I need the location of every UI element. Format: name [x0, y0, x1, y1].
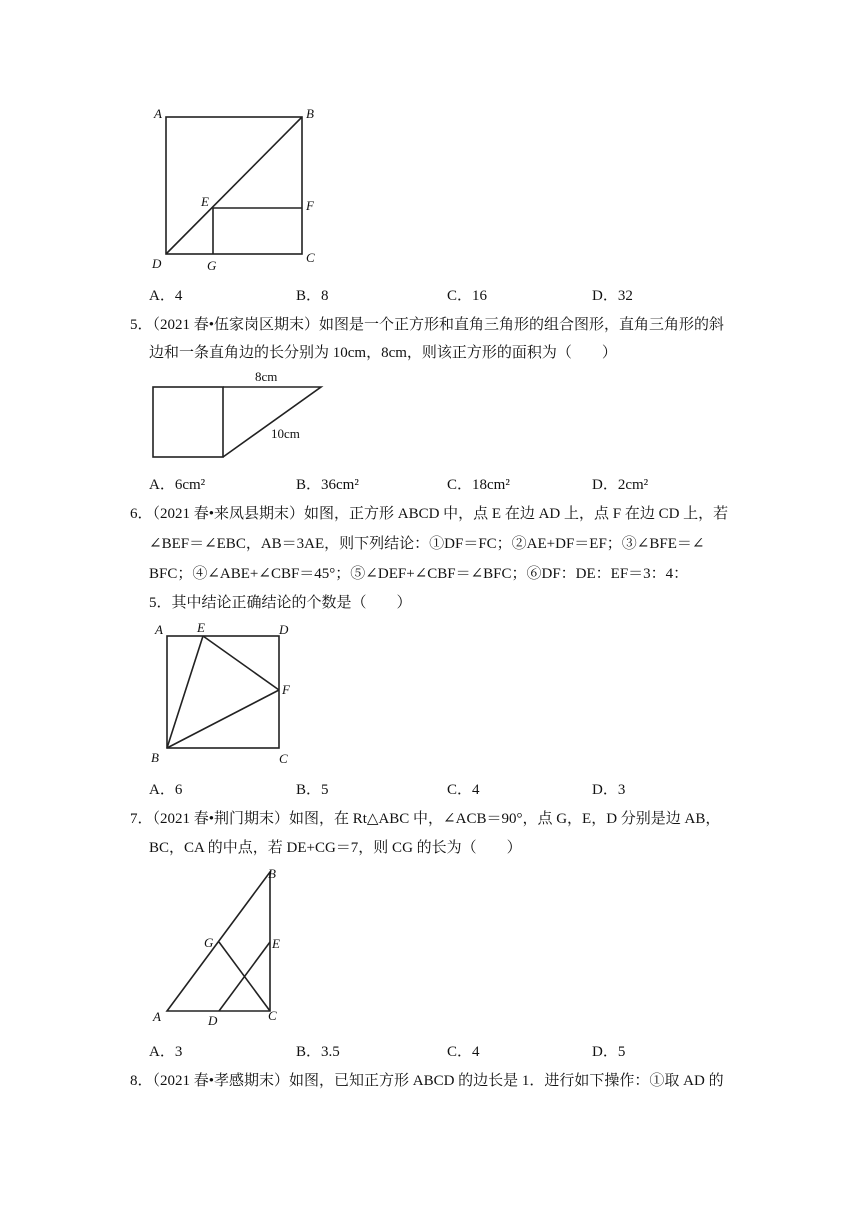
- q6-label-d: D: [279, 622, 289, 637]
- q6-stem-line4: 5．其中结论正确结论的个数是（ ）: [149, 595, 412, 611]
- q7-label-g: G: [204, 935, 214, 950]
- q5-label-hyp: 10cm: [271, 426, 300, 441]
- q6-figure: [145, 618, 310, 768]
- q6-segment-ef: [203, 636, 279, 690]
- q7-option-d: D．5: [592, 1044, 626, 1060]
- q4-option-b: B．8: [296, 288, 329, 304]
- q7-label-a: A: [153, 1009, 161, 1024]
- q4-option-a: A．4: [149, 288, 183, 304]
- q6-label-f: F: [282, 682, 290, 697]
- q5-triangle: [223, 387, 321, 457]
- q5-stem-line2: 边和一条直角边的长分别为 10cm，8cm，则该正方形的面积为（ ）: [149, 345, 617, 361]
- q4-diagonal: [166, 117, 302, 254]
- q5-square: [153, 387, 223, 457]
- q6-option-b: B．5: [296, 782, 329, 798]
- q4-label-g: G: [207, 258, 217, 273]
- q7-option-a: A．3: [149, 1044, 183, 1060]
- q7-label-e: E: [272, 936, 280, 951]
- q7-stem-line1: 7．（2021 春•荆门期末）如图，在 Rt△ABC 中，∠ACB＝90°，点 G，E，D 分别是边 AB，: [130, 811, 721, 827]
- q5-option-d: D．2cm²: [592, 477, 649, 493]
- q7-label-b: B: [268, 866, 276, 881]
- q6-option-c: C．4: [447, 782, 480, 798]
- q5-figure: [145, 368, 335, 463]
- q5-option-b: B．36cm²: [296, 477, 359, 493]
- q4-inner-square: [213, 208, 302, 254]
- q7-option-c: C．4: [447, 1044, 480, 1060]
- q6-segment-bf: [167, 690, 279, 748]
- q6-label-b: B: [151, 750, 159, 765]
- q4-label-b: B: [306, 106, 314, 121]
- q6-stem-line3: BFC；④∠ABE+∠CBF＝45°；⑤∠DEF+∠CBF＝∠BFC；⑥DF：DE：EF＝3：4：: [149, 566, 689, 582]
- q4-option-c: C．16: [447, 288, 488, 304]
- q4-label-e: E: [201, 194, 209, 209]
- q4-label-c: C: [306, 250, 315, 265]
- q6-stem-line1: 6．（2021 春•来凤县期末）如图，正方形 ABCD 中，点 E 在边 AD 上，点 F 在边 CD 上，若: [130, 506, 729, 522]
- q4-figure: [145, 100, 330, 280]
- q5-option-a: A．6cm²: [149, 477, 206, 493]
- q6-square: [167, 636, 279, 748]
- q4-label-d: D: [152, 256, 162, 271]
- q7-figure: [145, 862, 295, 1032]
- q6-option-a: A．6: [149, 782, 183, 798]
- q6-label-c: C: [279, 751, 288, 766]
- q6-stem-line2: ∠BEF＝∠EBC，AB＝3AE，则下列结论：①DF＝FC；②AE+DF＝EF；③∠BFE＝∠: [149, 536, 705, 552]
- q4-label-f: F: [306, 198, 314, 213]
- q4-option-d: D．32: [592, 288, 633, 304]
- q7-stem-line2: BC，CA 的中点，若 DE+CG＝7，则 CG 的长为（ ）: [149, 840, 522, 856]
- q7-label-c: C: [268, 1008, 277, 1023]
- q6-label-e: E: [197, 620, 205, 635]
- q5-label-top: 8cm: [255, 369, 278, 384]
- q5-option-c: C．18cm²: [447, 477, 510, 493]
- q7-option-b: B．3.5: [296, 1044, 340, 1060]
- q7-label-d: D: [208, 1013, 218, 1028]
- q5-stem-line1: 5．（2021 春•伍家岗区期末）如图是一个正方形和直角三角形的组合图形，直角三角形的斜: [130, 317, 725, 333]
- q6-label-a: A: [155, 622, 163, 637]
- q6-segment-be: [167, 636, 203, 748]
- q4-label-a: A: [154, 106, 162, 121]
- q8-stem-line1: 8．（2021 春•孝感期末）如图，已知正方形 ABCD 的边长是 1．进行如下操作：①取 AD 的: [130, 1073, 724, 1089]
- q6-option-d: D．3: [592, 782, 626, 798]
